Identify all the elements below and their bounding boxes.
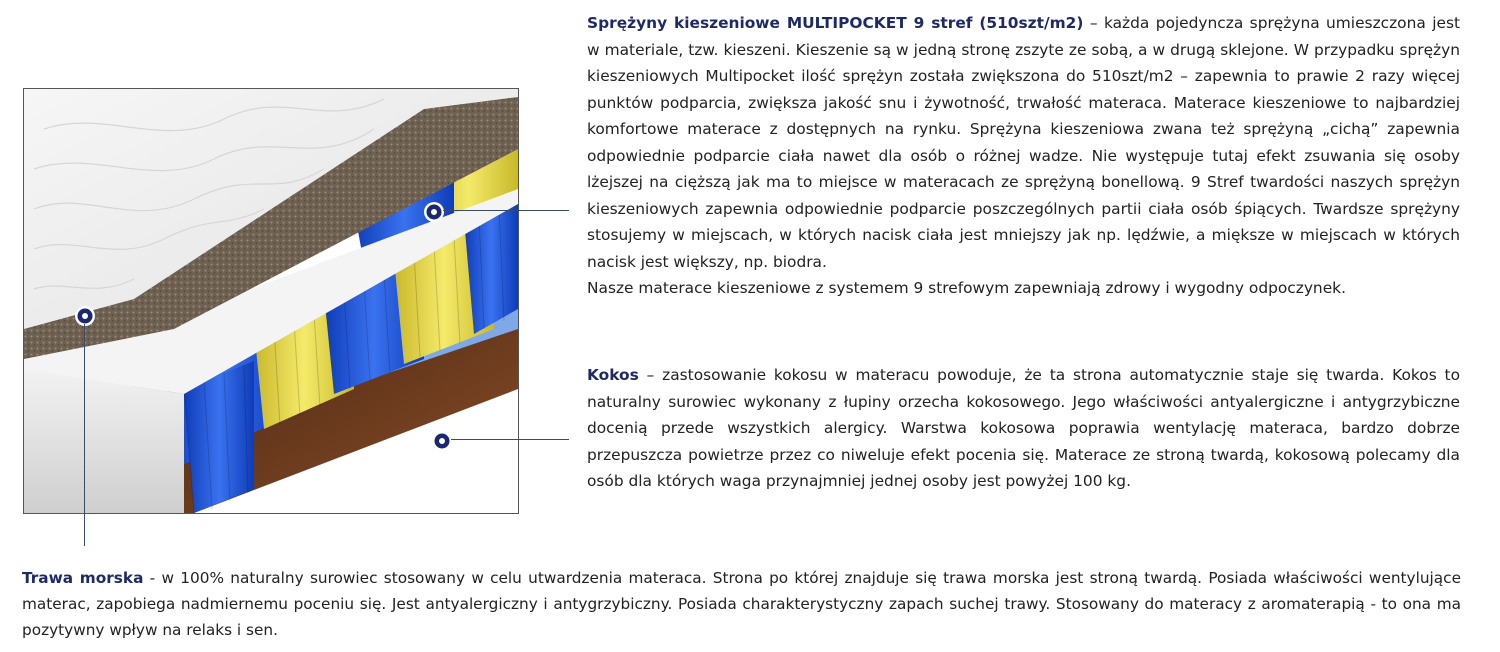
marker-coconut [432, 431, 452, 451]
marker-seagrass [75, 306, 95, 326]
springs-description [587, 10, 1460, 302]
springs-closing: Nasze materace kieszeniowe z systemem 9 strefowym zapewniają zdrowy i wygodny odpoczynek. [587, 279, 1346, 297]
leader-line-coconut [451, 439, 569, 440]
springs-title: Sprężyny kieszeniowe MULTIPOCKET 9 stref (510szt/m2) [587, 14, 1084, 32]
coconut-title: Kokos [587, 366, 639, 384]
leader-line-seagrass [84, 324, 85, 546]
coconut-body: – zastosowanie kokosu w materacu powoduje, że ta strona automatycznie staje się twarda. Kokos to naturalny surowiec wykonany z łupiny orzecha kokosowego. Jego właściwości antyalergiczne i antygrzybiczne docenią przede wszystkich alergicy. Warstwa kokosowa poprawia wentylację materaca, bardzo dobrze przepuszcza powietrze przez co niweluje efekt pocenia się. Materace ze stroną twardą, kokosową polecamy dla osób dla których waga przynajmniej jednej osoby jest powyżej 100 kg. [587, 366, 1460, 490]
springs-body: – każda pojedyncza sprężyna umieszczona jest w materiale, tzw. kieszeni. Kieszenie są w jedną stronę zszyte ze sobą, a w drugą sklejone. W przypadku sprężyn kieszeniowych Multipocket ilość sprężyn została zwiększona do 510szt/m2 – zapewnia to prawie 2 razy więcej punktów podparcia, zwiększa jakość snu i żywotność, trwałość materaca. Materace kieszeniowe to najbardziej komfortowe materace z dostępnych na rynku. Sprężyna kieszeniowa zwana też sprężyną „cichą” zapewnia odpowiednie podparcie ciała nawet dla osób o różnej wadze. Nie występuje tutaj efekt zsuwania się osoby lżejszej na cięższą jak ma to miejsce w materacach ze sprężyną bonellową. 9 Stref twardości naszych sprężyn kieszeniowych zapewnia odpowiednie podparcie poszczególnych partii ciała osób śpiących. Twardsze sprężyny stosujemy w miejscach, w których nacisk ciała jest mniejszy jak np. lędźwie, a miększe w miejscach w których nacisk jest większy, np. biodra. [587, 14, 1461, 271]
seagrass-title: Trawa morska [22, 569, 144, 587]
foam-frame-side [24, 369, 184, 513]
mattress-illustration [24, 89, 518, 513]
seagrass-description [22, 565, 1461, 643]
leader-line-springs [443, 210, 569, 211]
seagrass-body: - w 100% naturalny surowiec stosowany w celu utwardzenia materaca. Strona po której znajduje się trawa morska jest stroną twardą. Posiada właściwości wentylujące materac, zapobiega nadmiernemu poceniu się. Jest antyalergiczny i antygrzybiczny. Posiada charakterystyczny zapach suchej trawy. Stosowany do materacy z aromaterapią - to ona ma pozytywny wpływ na relaks i sen. [22, 569, 1461, 639]
mattress-cross-section-image [23, 88, 519, 514]
marker-springs [424, 202, 444, 222]
coconut-description [587, 362, 1460, 495]
